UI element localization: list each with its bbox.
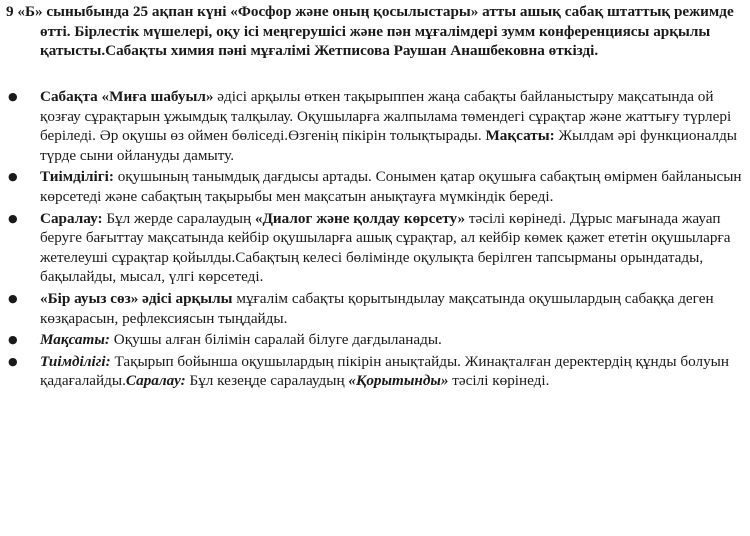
bold-term: Сабақта «Миға шабуыл» bbox=[40, 88, 214, 105]
intro-text: 9 «Б» сыныбында 25 ақпан күні «Фосфор және оның қосылыстары» атты ашық сабақ штаттық режимде өтті. Бірлестік мүшелері, оқу ісі меңгерушісі және пән мұғалімдері зумм конференциясы арқылы қатысты. bbox=[6, 3, 734, 60]
italic-term: Саралау: bbox=[125, 372, 186, 390]
bold-term: Саралау: bbox=[40, 209, 103, 227]
list-item bbox=[6, 330, 744, 350]
bold-term: «Диалог және қолдау көрсету» bbox=[254, 209, 466, 227]
item-text: Жылдам әрі функционалды түрде сыни ойлануды дамыту. bbox=[40, 127, 737, 164]
list-item bbox=[6, 209, 744, 287]
item-text: Бұл жерде саралаудың bbox=[102, 209, 255, 227]
item-text: Тақырып бойынша оқушылардың пікірін анықтайды. Жинақталған деректердің құнды болуын қадағалайды. bbox=[40, 352, 730, 390]
bullet-icon: ● bbox=[8, 291, 18, 305]
italic-term: «Қорытынды» bbox=[348, 372, 449, 390]
bold-term: Мақсаты: bbox=[485, 127, 555, 145]
item-text: Оқушы алған білімін саралай білуге дағдыланады. bbox=[109, 331, 442, 349]
bullet-list bbox=[6, 87, 744, 393]
list-item bbox=[6, 289, 744, 328]
bullet-icon: ● bbox=[8, 354, 18, 368]
item-text: оқушының танымдық дағдысы артады. Сонымен қатар оқушыға сабақтың өмірмен байланысын көрсетеді және сабақтың тақырыбы мен мақсатын анықтауға мүмкіндік береді. bbox=[40, 168, 742, 205]
intro-text-teacher: Сабақты химия пәні мұғалімі Жетписова Раушан Анашбековна өткізді. bbox=[105, 42, 599, 60]
item-text: тәсілі көрінеді. bbox=[448, 372, 550, 390]
item-text: әдісі арқылы өткен тақырыппен жаңа сабақты байланыстыру мақсатында ой қозғау сұрақтарын ұжымдық талқылау. Оқушыларға жалпылама төмендегі сұрақтар және жаттығу түрлері беріледі. Әр оқушы өз оймен бөліседі.Өзгенің пікірін толықтырады. bbox=[40, 88, 732, 145]
intro-paragraph bbox=[6, 2, 744, 61]
item-text: мұғалім сабақты қорытындылау мақсатында оқушылардың сабаққа деген көзқарасын, рефлексиясын тыңдайды. bbox=[40, 289, 714, 327]
list-item bbox=[6, 87, 744, 165]
bullet-icon: ● bbox=[8, 333, 18, 347]
bold-term: Тиімділігі: bbox=[40, 168, 114, 186]
bullet-icon: ● bbox=[8, 90, 18, 103]
list-item bbox=[6, 167, 744, 206]
item-text: тәсілі көрінеді. Дұрыс мағынада жауап беруге бағыттау мақсатында кейбір оқушыларға ашық сұрақтар, ал кейбір көмек қажет ететін оқушыларға жетелеуші сұрақтар қойылды.Сабақтың келесі бөлімінде оқулықта берілген тапсырманы орындатады, бақылайды, мысал, үлгі көрсетеді. bbox=[40, 209, 731, 286]
item-text: Бұл кезеңде саралаудың bbox=[185, 372, 349, 390]
italic-term: Мақсаты: bbox=[40, 331, 110, 349]
list-item bbox=[6, 352, 744, 391]
italic-term: Тиімділігі: bbox=[40, 352, 111, 370]
bullet-icon: ● bbox=[8, 211, 18, 225]
bold-term: «Бір ауыз сөз» әдісі арқылы bbox=[40, 289, 233, 307]
bullet-icon: ● bbox=[8, 170, 18, 184]
